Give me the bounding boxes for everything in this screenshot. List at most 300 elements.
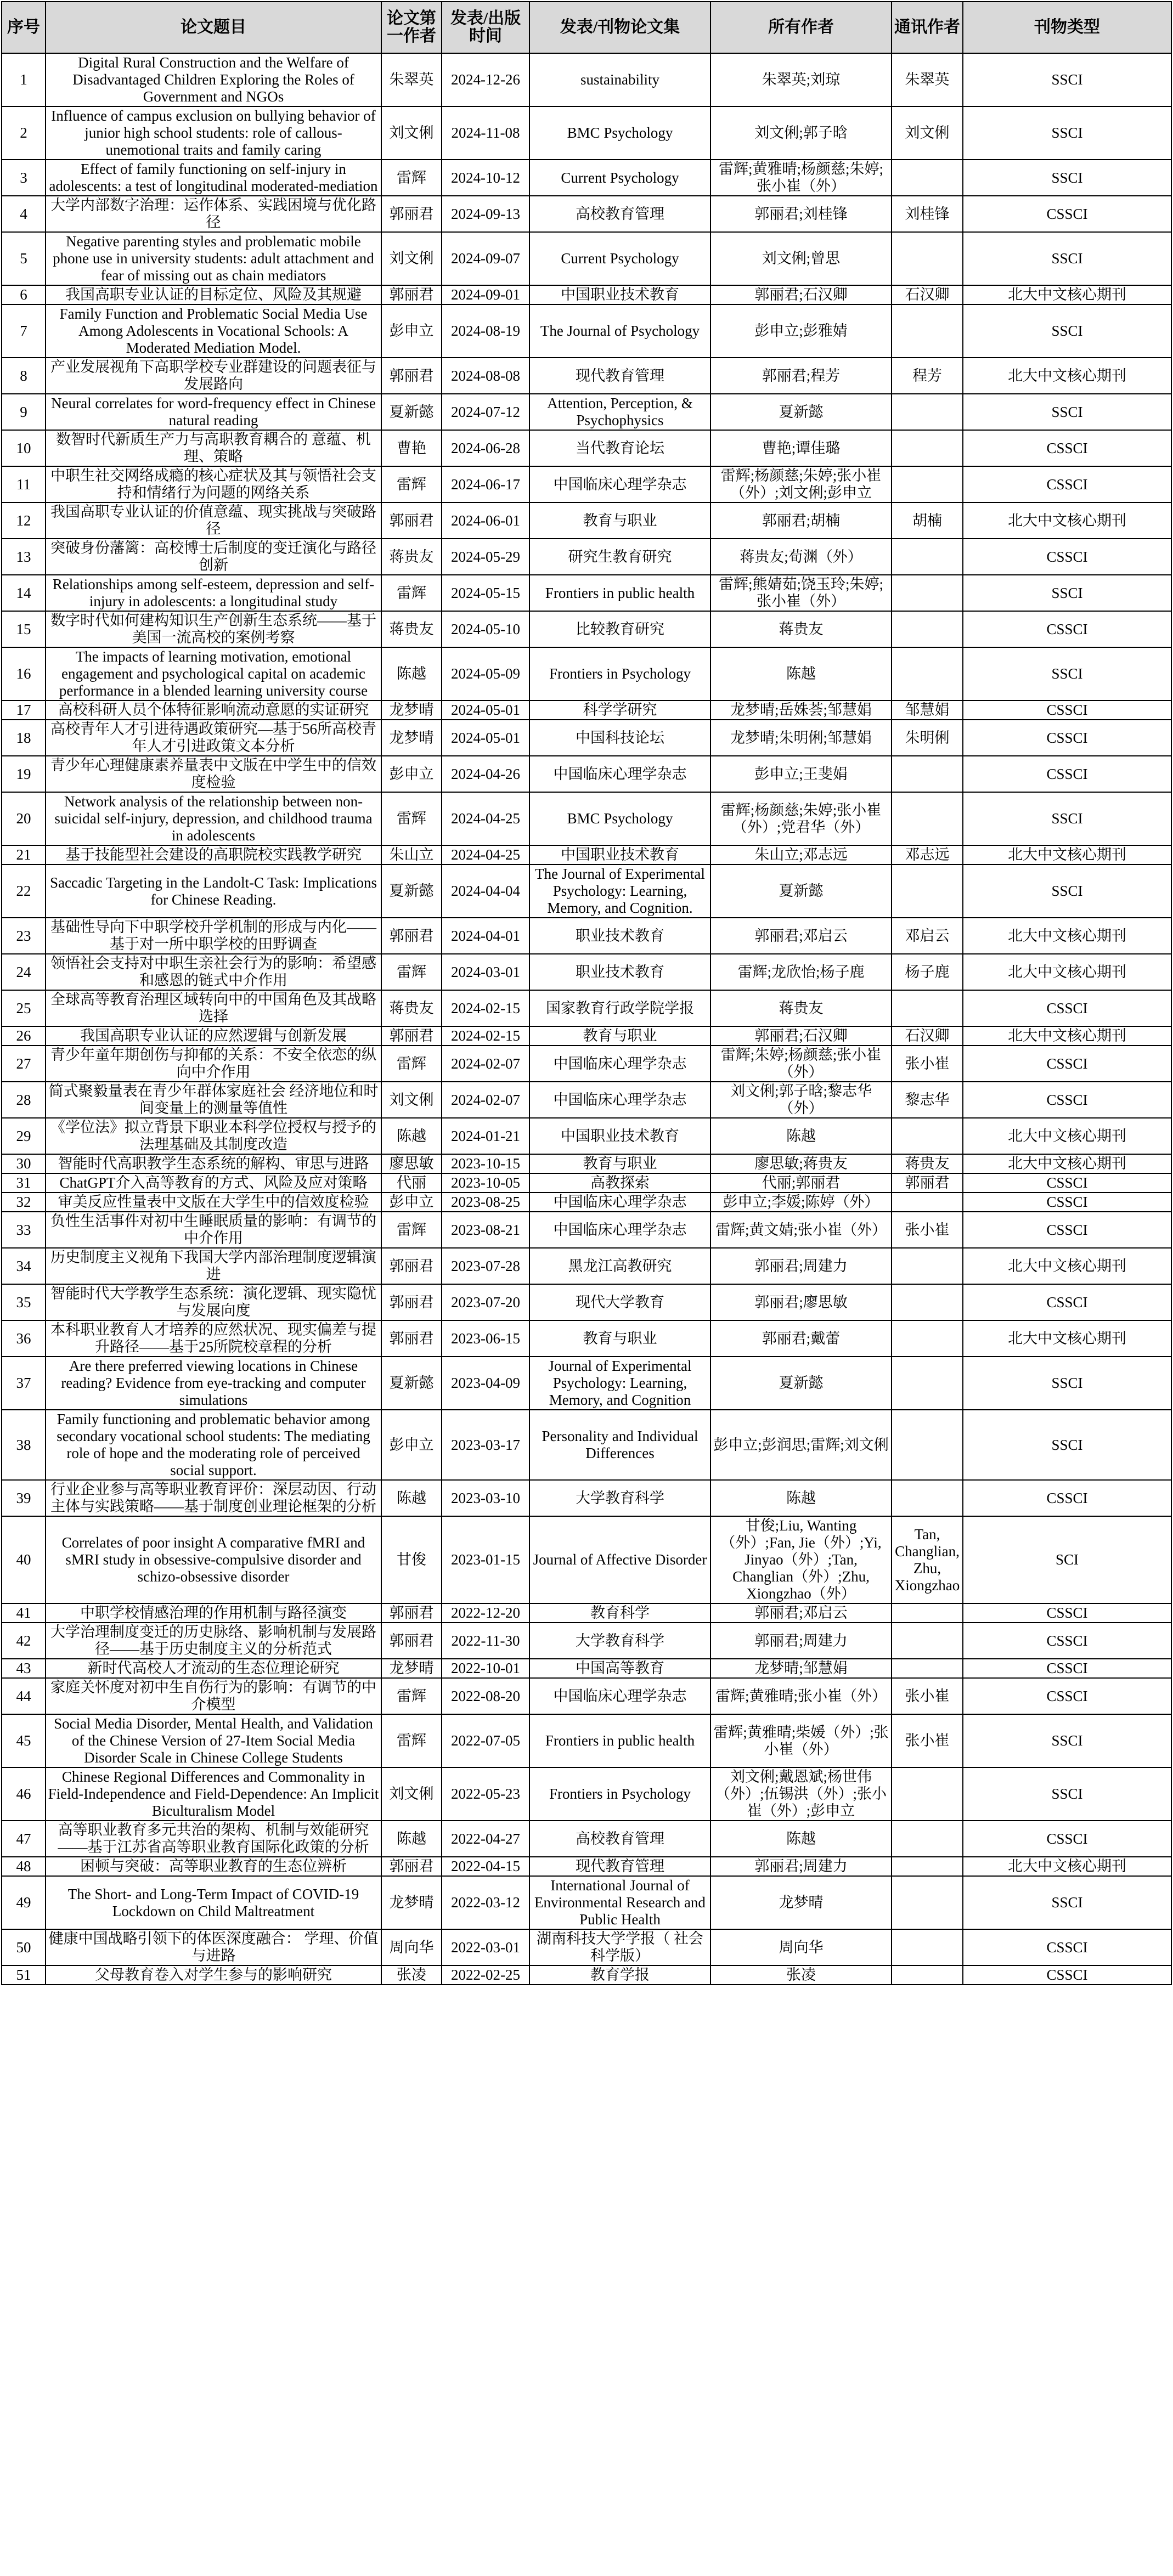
table-row bbox=[2, 1173, 1171, 1193]
cell-journal-type: SSCI bbox=[963, 1767, 1171, 1821]
cell-title: ChatGPT介入高等教育的方式、风险及应对策略 bbox=[46, 1173, 381, 1193]
cell-date: 2024-05-10 bbox=[442, 611, 529, 647]
table-row bbox=[2, 1678, 1171, 1714]
header-row bbox=[2, 2, 1171, 53]
cell-first-author: 郭丽君 bbox=[381, 502, 442, 539]
cell-journal: Journal of Affective Disorder bbox=[529, 1516, 710, 1603]
papers-table bbox=[1, 1, 1172, 1985]
cell-index: 35 bbox=[2, 1284, 46, 1320]
cell-all-authors: 刘文俐;戴恩斌;杨世伟（外）;伍锡洪（外）;张小崔（外）;彭申立 bbox=[710, 1767, 892, 1821]
cell-date: 2022-10-01 bbox=[442, 1659, 529, 1678]
cell-corresponding-author bbox=[892, 1480, 963, 1516]
cell-date: 2024-02-07 bbox=[442, 1046, 529, 1082]
cell-corresponding-author: 黎志华 bbox=[892, 1082, 963, 1118]
table-row bbox=[2, 1929, 1171, 1965]
cell-corresponding-author: Tan, Changlian,Zhu, Xiongzhao bbox=[892, 1516, 963, 1603]
cell-journal-type: SSCI bbox=[963, 575, 1171, 611]
cell-index: 46 bbox=[2, 1767, 46, 1821]
table-row bbox=[2, 1857, 1171, 1876]
cell-all-authors: 刘文俐;曾思 bbox=[710, 232, 892, 285]
cell-journal: 黑龙江高教研究 bbox=[529, 1248, 710, 1284]
cell-journal: 大学教育科学 bbox=[529, 1480, 710, 1516]
table-row bbox=[2, 611, 1171, 647]
cell-all-authors: 雷辉;黄雅晴;柴媛（外）;张小崔（外） bbox=[710, 1714, 892, 1767]
cell-journal: 中国临床心理学杂志 bbox=[529, 756, 710, 792]
cell-all-authors: 雷辉;龙欣怡;杨子鹿 bbox=[710, 954, 892, 990]
cell-journal-type: SSCI bbox=[963, 647, 1171, 701]
cell-journal-type: CSSCI bbox=[963, 1678, 1171, 1714]
cell-first-author: 曹艳 bbox=[381, 430, 442, 466]
cell-journal: 当代教育论坛 bbox=[529, 430, 710, 466]
cell-all-authors: 夏新懿 bbox=[710, 865, 892, 918]
table-row bbox=[2, 394, 1171, 430]
table-row bbox=[2, 1480, 1171, 1516]
cell-all-authors: 郭丽君;程芳 bbox=[710, 358, 892, 394]
cell-date: 2024-05-01 bbox=[442, 701, 529, 720]
table-row bbox=[2, 1118, 1171, 1154]
cell-all-authors: 龙梦晴;朱明俐;邹慧娟 bbox=[710, 720, 892, 756]
header-corresponding-author: 通讯作者 bbox=[892, 2, 963, 53]
cell-journal: 现代教育管理 bbox=[529, 1857, 710, 1876]
cell-journal: sustainability bbox=[529, 53, 710, 106]
cell-journal: 中国临床心理学杂志 bbox=[529, 466, 710, 502]
cell-first-author: 郭丽君 bbox=[381, 1623, 442, 1659]
cell-all-authors: 郭丽君;廖思敏 bbox=[710, 1284, 892, 1320]
cell-index: 27 bbox=[2, 1046, 46, 1082]
table-row bbox=[2, 701, 1171, 720]
cell-index: 18 bbox=[2, 720, 46, 756]
cell-all-authors: 彭申立;彭雅婧 bbox=[710, 304, 892, 358]
cell-journal: 教育与职业 bbox=[529, 1154, 710, 1173]
cell-title: Correlates of poor insight A comparative fMRI and sMRI study in obsessive-compulsive disorder and schizo-obsessive disorder bbox=[46, 1516, 381, 1603]
cell-corresponding-author bbox=[892, 647, 963, 701]
cell-journal-type: CSSCI bbox=[963, 1173, 1171, 1193]
cell-date: 2024-02-07 bbox=[442, 1082, 529, 1118]
cell-journal-type: SSCI bbox=[963, 106, 1171, 160]
table-row bbox=[2, 232, 1171, 285]
cell-date: 2024-05-01 bbox=[442, 720, 529, 756]
cell-journal-type: SCI bbox=[963, 1516, 1171, 1603]
cell-journal-type: CSSCI bbox=[963, 611, 1171, 647]
cell-title: 家庭关怀度对初中生自伤行为的影响：有调节的中介模型 bbox=[46, 1678, 381, 1714]
cell-journal-type: SSCI bbox=[963, 1357, 1171, 1410]
cell-date: 2024-09-01 bbox=[442, 285, 529, 304]
cell-date: 2024-08-19 bbox=[442, 304, 529, 358]
cell-title: 基于技能型社会建设的高职院校实践教学研究 bbox=[46, 845, 381, 865]
cell-first-author: 彭申立 bbox=[381, 1410, 442, 1480]
cell-first-author: 郭丽君 bbox=[381, 285, 442, 304]
cell-journal-type: CSSCI bbox=[963, 1965, 1171, 1985]
cell-all-authors: 郭丽君;石汉卿 bbox=[710, 1026, 892, 1046]
cell-all-authors: 曹艳;谭佳璐 bbox=[710, 430, 892, 466]
cell-journal: 中国职业技术教育 bbox=[529, 285, 710, 304]
cell-corresponding-author: 杨子鹿 bbox=[892, 954, 963, 990]
cell-title: 我国高职专业认证的价值意蕴、现实挑战与突破路径 bbox=[46, 502, 381, 539]
cell-index: 22 bbox=[2, 865, 46, 918]
cell-journal: BMC Psychology bbox=[529, 792, 710, 845]
cell-index: 9 bbox=[2, 394, 46, 430]
cell-date: 2024-03-01 bbox=[442, 954, 529, 990]
header-first-author: 论文第一作者 bbox=[381, 2, 442, 53]
cell-first-author: 夏新懿 bbox=[381, 394, 442, 430]
header-title: 论文题目 bbox=[46, 2, 381, 53]
cell-journal: Attention, Perception, & Psychophysics bbox=[529, 394, 710, 430]
cell-title: 历史制度主义视角下我国大学内部治理制度逻辑演进 bbox=[46, 1248, 381, 1284]
cell-journal: 中国高等教育 bbox=[529, 1659, 710, 1678]
cell-corresponding-author: 蒋贵友 bbox=[892, 1154, 963, 1173]
cell-journal-type: SSCI bbox=[963, 1410, 1171, 1480]
cell-corresponding-author bbox=[892, 611, 963, 647]
cell-date: 2024-04-01 bbox=[442, 918, 529, 954]
cell-all-authors: 龙梦晴;邹慧娟 bbox=[710, 1659, 892, 1678]
cell-title: 我国高职专业认证的目标定位、风险及其规避 bbox=[46, 285, 381, 304]
cell-index: 48 bbox=[2, 1857, 46, 1876]
cell-all-authors: 雷辉;黄文婧;张小崔（外） bbox=[710, 1212, 892, 1248]
cell-date: 2023-03-10 bbox=[442, 1480, 529, 1516]
cell-corresponding-author bbox=[892, 792, 963, 845]
cell-corresponding-author: 朱明俐 bbox=[892, 720, 963, 756]
cell-first-author: 郭丽君 bbox=[381, 358, 442, 394]
cell-journal: 中国职业技术教育 bbox=[529, 1118, 710, 1154]
cell-corresponding-author bbox=[892, 232, 963, 285]
cell-journal-type: SSCI bbox=[963, 865, 1171, 918]
cell-index: 30 bbox=[2, 1154, 46, 1173]
cell-journal-type: 北大中文核心期刊 bbox=[963, 502, 1171, 539]
cell-title: 审美反应性量表中文版在大学生中的信效度检验 bbox=[46, 1193, 381, 1212]
table-row bbox=[2, 1659, 1171, 1678]
cell-journal-type: SSCI bbox=[963, 394, 1171, 430]
cell-journal-type: CSSCI bbox=[963, 1659, 1171, 1678]
cell-title: 大学治理制度变迁的历史脉络、影响机制与发展路径——基于历史制度主义的分析范式 bbox=[46, 1623, 381, 1659]
cell-date: 2022-02-25 bbox=[442, 1965, 529, 1985]
cell-first-author: 刘文俐 bbox=[381, 1767, 442, 1821]
cell-title: 行业企业参与高等职业教育评价：深层动因、行动主体与实践策略——基于制度创业理论框架的分析 bbox=[46, 1480, 381, 1516]
cell-index: 21 bbox=[2, 845, 46, 865]
cell-journal-type: 北大中文核心期刊 bbox=[963, 1320, 1171, 1357]
table-row bbox=[2, 865, 1171, 918]
cell-corresponding-author bbox=[892, 1118, 963, 1154]
cell-journal-type: 北大中文核心期刊 bbox=[963, 1857, 1171, 1876]
cell-corresponding-author bbox=[892, 1320, 963, 1357]
cell-index: 28 bbox=[2, 1082, 46, 1118]
cell-date: 2024-06-01 bbox=[442, 502, 529, 539]
cell-all-authors: 郭丽君;石汉卿 bbox=[710, 285, 892, 304]
cell-all-authors: 陈越 bbox=[710, 1480, 892, 1516]
cell-index: 8 bbox=[2, 358, 46, 394]
cell-title: Digital Rural Construction and the Welfare of Disadvantaged Children Exploring the Roles of Government and NGOs bbox=[46, 53, 381, 106]
cell-journal-type: CSSCI bbox=[963, 990, 1171, 1026]
cell-journal: 现代教育管理 bbox=[529, 358, 710, 394]
table-row bbox=[2, 1154, 1171, 1173]
cell-all-authors: 陈越 bbox=[710, 647, 892, 701]
cell-first-author: 陈越 bbox=[381, 647, 442, 701]
cell-date: 2023-06-15 bbox=[442, 1320, 529, 1357]
cell-corresponding-author: 石汉卿 bbox=[892, 1026, 963, 1046]
cell-journal-type: 北大中文核心期刊 bbox=[963, 918, 1171, 954]
cell-journal: 现代大学教育 bbox=[529, 1284, 710, 1320]
cell-index: 43 bbox=[2, 1659, 46, 1678]
cell-all-authors: 蒋贵友;荀渊（外） bbox=[710, 539, 892, 575]
cell-journal-type: CSSCI bbox=[963, 1480, 1171, 1516]
cell-journal: International Journal of Environmental Research and Public Health bbox=[529, 1876, 710, 1929]
cell-corresponding-author bbox=[892, 1248, 963, 1284]
cell-all-authors: 朱翠英;刘琼 bbox=[710, 53, 892, 106]
cell-title: 基础性导向下中职学校升学机制的形成与内化——基于对一所中职学校的田野调查 bbox=[46, 918, 381, 954]
cell-all-authors: 郭丽君;周建力 bbox=[710, 1623, 892, 1659]
cell-index: 33 bbox=[2, 1212, 46, 1248]
cell-journal: 中国临床心理学杂志 bbox=[529, 1212, 710, 1248]
cell-all-authors: 彭申立;王斐娟 bbox=[710, 756, 892, 792]
table-row bbox=[2, 539, 1171, 575]
cell-title: 高校科研人员个体特征影响流动意愿的实证研究 bbox=[46, 701, 381, 720]
cell-corresponding-author bbox=[892, 1659, 963, 1678]
cell-all-authors: 郭丽君;周建力 bbox=[710, 1248, 892, 1284]
cell-index: 6 bbox=[2, 285, 46, 304]
cell-journal-type: SSCI bbox=[963, 160, 1171, 196]
cell-date: 2024-09-07 bbox=[442, 232, 529, 285]
cell-journal-type: CSSCI bbox=[963, 466, 1171, 502]
cell-journal: Personality and Individual Differences bbox=[529, 1410, 710, 1480]
cell-journal: The Journal of Experimental Psychology: Learning, Memory, and Cognition. bbox=[529, 865, 710, 918]
cell-first-author: 雷辉 bbox=[381, 1046, 442, 1082]
cell-date: 2022-04-15 bbox=[442, 1857, 529, 1876]
table-row bbox=[2, 1357, 1171, 1410]
cell-all-authors: 雷辉;黄雅晴;张小崔（外） bbox=[710, 1678, 892, 1714]
cell-first-author: 陈越 bbox=[381, 1118, 442, 1154]
table-row bbox=[2, 1193, 1171, 1212]
cell-index: 1 bbox=[2, 53, 46, 106]
cell-corresponding-author bbox=[892, 1603, 963, 1623]
cell-index: 31 bbox=[2, 1173, 46, 1193]
cell-corresponding-author: 邓志远 bbox=[892, 845, 963, 865]
table-row bbox=[2, 1714, 1171, 1767]
cell-first-author: 雷辉 bbox=[381, 575, 442, 611]
cell-title: 数智时代新质生产力与高职教育耦合的 意蕴、机理、策略 bbox=[46, 430, 381, 466]
table-row bbox=[2, 304, 1171, 358]
cell-all-authors: 彭申立;彭润思;雷辉;刘文俐 bbox=[710, 1410, 892, 1480]
cell-index: 39 bbox=[2, 1480, 46, 1516]
cell-journal-type: CSSCI bbox=[963, 1821, 1171, 1857]
cell-all-authors: 蒋贵友 bbox=[710, 990, 892, 1026]
cell-journal-type: 北大中文核心期刊 bbox=[963, 954, 1171, 990]
cell-title: 智能时代大学教学生态系统：演化逻辑、现实隐忧与发展向度 bbox=[46, 1284, 381, 1320]
cell-title: Negative parenting styles and problematic mobile phone use in university students: adult attachment and fear of missing out as chain mediators bbox=[46, 232, 381, 285]
cell-journal: 职业技术教育 bbox=[529, 918, 710, 954]
table-row bbox=[2, 196, 1171, 232]
cell-corresponding-author: 张小崔 bbox=[892, 1046, 963, 1082]
cell-first-author: 龙梦晴 bbox=[381, 720, 442, 756]
cell-corresponding-author: 邹慧娟 bbox=[892, 701, 963, 720]
table-row bbox=[2, 720, 1171, 756]
cell-date: 2022-04-27 bbox=[442, 1821, 529, 1857]
table-row bbox=[2, 647, 1171, 701]
cell-corresponding-author bbox=[892, 575, 963, 611]
cell-title: Are there preferred viewing locations in Chinese reading? Evidence from eye-tracking and computer simulations bbox=[46, 1357, 381, 1410]
cell-journal-type: CSSCI bbox=[963, 1193, 1171, 1212]
cell-journal: Frontiers in public health bbox=[529, 575, 710, 611]
cell-corresponding-author bbox=[892, 1623, 963, 1659]
cell-all-authors: 龙梦晴;岳姝荟;邹慧娟 bbox=[710, 701, 892, 720]
cell-title: 产业发展视角下高职学校专业群建设的问题表征与发展路向 bbox=[46, 358, 381, 394]
cell-corresponding-author bbox=[892, 539, 963, 575]
cell-journal: 职业技术教育 bbox=[529, 954, 710, 990]
cell-journal-type: 北大中文核心期刊 bbox=[963, 358, 1171, 394]
cell-index: 40 bbox=[2, 1516, 46, 1603]
cell-date: 2023-04-09 bbox=[442, 1357, 529, 1410]
cell-first-author: 郭丽君 bbox=[381, 1026, 442, 1046]
cell-journal-type: CSSCI bbox=[963, 1929, 1171, 1965]
cell-journal: 教育学报 bbox=[529, 1965, 710, 1985]
cell-first-author: 陈越 bbox=[381, 1480, 442, 1516]
cell-corresponding-author: 郭丽君 bbox=[892, 1173, 963, 1193]
cell-first-author: 周向华 bbox=[381, 1929, 442, 1965]
table-row bbox=[2, 53, 1171, 106]
cell-index: 32 bbox=[2, 1193, 46, 1212]
cell-journal: 比较教育研究 bbox=[529, 611, 710, 647]
table-row bbox=[2, 1767, 1171, 1821]
cell-date: 2024-05-15 bbox=[442, 575, 529, 611]
cell-journal-type: 北大中文核心期刊 bbox=[963, 1248, 1171, 1284]
cell-date: 2023-10-05 bbox=[442, 1173, 529, 1193]
table-row bbox=[2, 575, 1171, 611]
cell-journal-type: CSSCI bbox=[963, 196, 1171, 232]
table-row bbox=[2, 756, 1171, 792]
cell-corresponding-author bbox=[892, 1284, 963, 1320]
cell-journal: 中国临床心理学杂志 bbox=[529, 1082, 710, 1118]
table-row bbox=[2, 792, 1171, 845]
cell-first-author: 甘俊 bbox=[381, 1516, 442, 1603]
cell-journal-type: 北大中文核心期刊 bbox=[963, 285, 1171, 304]
cell-date: 2023-01-15 bbox=[442, 1516, 529, 1603]
cell-journal-type: CSSCI bbox=[963, 1284, 1171, 1320]
cell-first-author: 陈越 bbox=[381, 1821, 442, 1857]
cell-journal-type: CSSCI bbox=[963, 701, 1171, 720]
cell-date: 2024-10-12 bbox=[442, 160, 529, 196]
cell-title: 高等职业教育多元共治的架构、机制与效能研究——基于江苏省高等职业教育国际化政策的分析 bbox=[46, 1821, 381, 1857]
cell-corresponding-author: 刘桂锋 bbox=[892, 196, 963, 232]
cell-journal-type: CSSCI bbox=[963, 1623, 1171, 1659]
cell-corresponding-author bbox=[892, 1193, 963, 1212]
cell-index: 5 bbox=[2, 232, 46, 285]
cell-date: 2024-06-28 bbox=[442, 430, 529, 466]
cell-all-authors: 雷辉;杨颜慈;朱婷;张小崔（外）;刘文俐;彭申立 bbox=[710, 466, 892, 502]
cell-title: 青少年心理健康素养量表中文版在中学生中的信效度检验 bbox=[46, 756, 381, 792]
cell-corresponding-author: 程芳 bbox=[892, 358, 963, 394]
cell-corresponding-author bbox=[892, 1965, 963, 1985]
table-row bbox=[2, 1082, 1171, 1118]
table-row bbox=[2, 1821, 1171, 1857]
cell-index: 12 bbox=[2, 502, 46, 539]
cell-all-authors: 雷辉;熊婧茹;饶玉玲;朱婷;张小崔（外） bbox=[710, 575, 892, 611]
cell-title: Influence of campus exclusion on bullying behavior of junior high school students: role of callous-unemotional traits and family caring bbox=[46, 106, 381, 160]
header-all-authors: 所有作者 bbox=[710, 2, 892, 53]
cell-first-author: 蒋贵友 bbox=[381, 539, 442, 575]
cell-date: 2024-12-26 bbox=[442, 53, 529, 106]
cell-first-author: 彭申立 bbox=[381, 756, 442, 792]
cell-title: 全球高等教育治理区域转向中的中国角色及其战略选择 bbox=[46, 990, 381, 1026]
cell-journal-type: SSCI bbox=[963, 53, 1171, 106]
cell-index: 17 bbox=[2, 701, 46, 720]
table-row bbox=[2, 918, 1171, 954]
cell-first-author: 廖思敏 bbox=[381, 1154, 442, 1173]
cell-index: 29 bbox=[2, 1118, 46, 1154]
cell-date: 2022-03-12 bbox=[442, 1876, 529, 1929]
cell-first-author: 张凌 bbox=[381, 1965, 442, 1985]
cell-date: 2024-01-21 bbox=[442, 1118, 529, 1154]
cell-title: 父母教育卷入对学生参与的影响研究 bbox=[46, 1965, 381, 1985]
cell-index: 7 bbox=[2, 304, 46, 358]
cell-first-author: 雷辉 bbox=[381, 1212, 442, 1248]
cell-date: 2024-07-12 bbox=[442, 394, 529, 430]
cell-date: 2023-07-28 bbox=[442, 1248, 529, 1284]
cell-date: 2024-02-15 bbox=[442, 990, 529, 1026]
cell-corresponding-author bbox=[892, 1876, 963, 1929]
cell-index: 42 bbox=[2, 1623, 46, 1659]
cell-journal: 教育科学 bbox=[529, 1603, 710, 1623]
cell-index: 23 bbox=[2, 918, 46, 954]
cell-title: Family Function and Problematic Social Media Use Among Adolescents in Vocational Schools: A Moderated Mediation Model. bbox=[46, 304, 381, 358]
cell-all-authors: 龙梦晴 bbox=[710, 1876, 892, 1929]
cell-journal-type: CSSCI bbox=[963, 539, 1171, 575]
cell-title: 简式聚毅量表在青少年群体家庭社会 经济地位和时间变量上的测量等值性 bbox=[46, 1082, 381, 1118]
cell-journal: 湖南科技大学学报（ 社会科学版） bbox=[529, 1929, 710, 1965]
cell-first-author: 夏新懿 bbox=[381, 1357, 442, 1410]
table-row bbox=[2, 1026, 1171, 1046]
cell-first-author: 郭丽君 bbox=[381, 196, 442, 232]
cell-title: Social Media Disorder, Mental Health, and Validation of the Chinese Version of 27-Item Social Media Disorder Scale in Chinese College Students bbox=[46, 1714, 381, 1767]
cell-first-author: 郭丽君 bbox=[381, 918, 442, 954]
cell-title: The impacts of learning motivation, emotional engagement and psychological capital on academic performance in a blended learning university course bbox=[46, 647, 381, 701]
cell-all-authors: 周向华 bbox=[710, 1929, 892, 1965]
cell-index: 51 bbox=[2, 1965, 46, 1985]
cell-corresponding-author bbox=[892, 394, 963, 430]
cell-all-authors: 郭丽君;胡楠 bbox=[710, 502, 892, 539]
cell-title: 负性生活事件对初中生睡眠质量的影响：有调节的中介作用 bbox=[46, 1212, 381, 1248]
cell-all-authors: 甘俊;Liu, Wanting（外）;Fan, Jie（外）;Yi, Jinyao（外）;Tan, Changlian（外）;Zhu, Xiongzhao（外） bbox=[710, 1516, 892, 1603]
cell-journal: 大学教育科学 bbox=[529, 1623, 710, 1659]
table-row bbox=[2, 1516, 1171, 1603]
cell-index: 15 bbox=[2, 611, 46, 647]
header-index: 序号 bbox=[2, 2, 46, 53]
cell-corresponding-author: 张小崔 bbox=[892, 1714, 963, 1767]
cell-date: 2024-11-08 bbox=[442, 106, 529, 160]
cell-first-author: 刘文俐 bbox=[381, 232, 442, 285]
cell-first-author: 龙梦晴 bbox=[381, 1876, 442, 1929]
cell-title: Family functioning and problematic behavior among secondary vocational school students: The mediating role of hope and the moderating role of perceived social support. bbox=[46, 1410, 381, 1480]
cell-index: 10 bbox=[2, 430, 46, 466]
cell-journal-type: SSCI bbox=[963, 792, 1171, 845]
table-row bbox=[2, 160, 1171, 196]
cell-journal: Current Psychology bbox=[529, 160, 710, 196]
cell-all-authors: 夏新懿 bbox=[710, 1357, 892, 1410]
table-row bbox=[2, 430, 1171, 466]
cell-corresponding-author: 石汉卿 bbox=[892, 285, 963, 304]
cell-journal: 高校教育管理 bbox=[529, 1821, 710, 1857]
cell-corresponding-author bbox=[892, 1821, 963, 1857]
cell-date: 2022-05-23 bbox=[442, 1767, 529, 1821]
cell-date: 2022-08-20 bbox=[442, 1678, 529, 1714]
cell-date: 2024-02-15 bbox=[442, 1026, 529, 1046]
cell-corresponding-author: 邓启云 bbox=[892, 918, 963, 954]
cell-first-author: 蒋贵友 bbox=[381, 990, 442, 1026]
cell-all-authors: 雷辉;杨颜慈;朱婷;张小崔（外）;党君华（外） bbox=[710, 792, 892, 845]
cell-journal-type: SSCI bbox=[963, 232, 1171, 285]
cell-journal: Frontiers in Psychology bbox=[529, 1767, 710, 1821]
cell-title: 大学内部数字治理：运作体系、实践困境与优化路径 bbox=[46, 196, 381, 232]
table-row bbox=[2, 1603, 1171, 1623]
cell-title: 本科职业教育人才培养的应然状况、现实偏差与提升路径——基于25所院校章程的分析 bbox=[46, 1320, 381, 1357]
table-row bbox=[2, 954, 1171, 990]
